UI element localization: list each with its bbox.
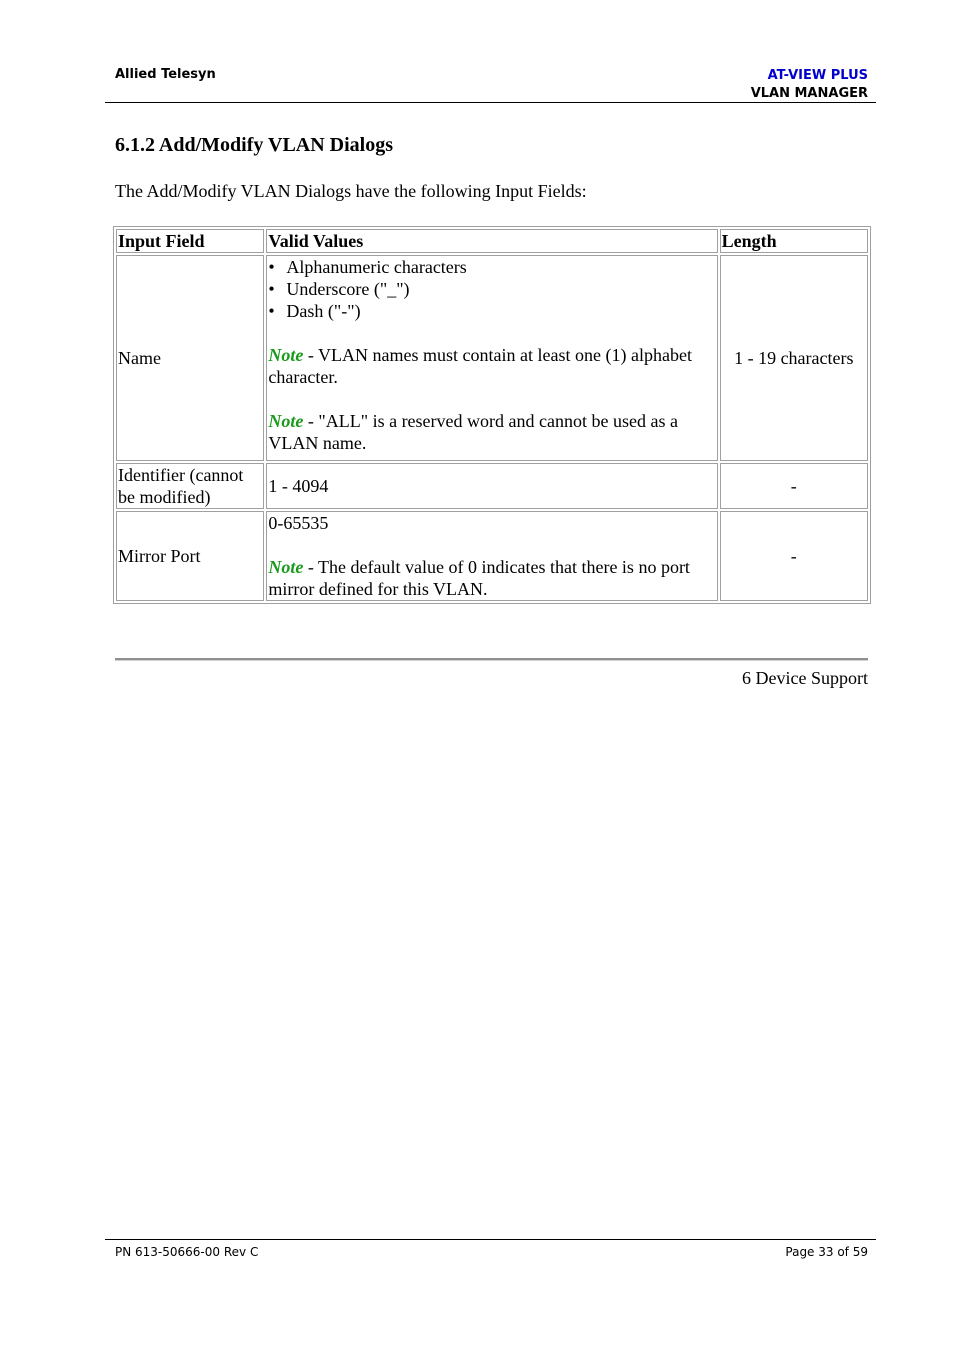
valid-values-cell: 1 - 4094 bbox=[266, 463, 717, 509]
field-name-cell: Mirror Port bbox=[116, 511, 264, 601]
part-number: PN 613-50666-00 Rev C bbox=[115, 1245, 259, 1259]
length-cell: 1 - 19 characters bbox=[720, 255, 868, 461]
table-row bbox=[116, 463, 868, 509]
bullet-icon: • bbox=[268, 301, 275, 321]
list-item: • Dash ("-") bbox=[268, 301, 361, 321]
length-cell: - bbox=[720, 511, 868, 601]
valid-values-cell bbox=[266, 255, 717, 461]
note-text: - VLAN names must contain at least one (1) alphabet character. bbox=[268, 345, 692, 387]
note-label: Note bbox=[268, 557, 304, 577]
valid-values-list bbox=[268, 256, 715, 322]
note-paragraph bbox=[268, 556, 715, 600]
header-length: Length bbox=[720, 229, 868, 253]
value-range: 0-65535 bbox=[268, 513, 329, 533]
note-label: Note bbox=[268, 411, 304, 431]
field-name-cell: Identifier (cannot be modified) bbox=[116, 463, 264, 509]
note-text: - "ALL" is a reserved word and cannot be used as a VLAN name. bbox=[268, 411, 678, 453]
list-item: • Underscore ("_") bbox=[268, 279, 410, 299]
header-input-field: Input Field bbox=[116, 229, 264, 253]
valid-values-cell bbox=[266, 511, 717, 601]
list-item: • Alphanumeric characters bbox=[268, 257, 467, 277]
page-number: Page 33 of 59 bbox=[785, 1245, 868, 1259]
note-text: - The default value of 0 indicates that there is no port mirror defined for this VLAN. bbox=[268, 557, 690, 599]
note-paragraph bbox=[268, 410, 715, 454]
product-name: AT-VIEW PLUS bbox=[767, 68, 868, 83]
company-name: Allied Telesyn bbox=[115, 67, 216, 82]
table-header-row bbox=[116, 229, 868, 253]
note-label: Note bbox=[268, 345, 304, 365]
module-name: VLAN MANAGER bbox=[750, 86, 868, 101]
bullet-icon: • bbox=[268, 279, 275, 299]
field-name-cell: Name bbox=[116, 255, 264, 461]
input-fields-table bbox=[113, 226, 871, 604]
section-intro: The Add/Modify VLAN Dialogs have the following Input Fields: bbox=[115, 181, 587, 201]
header-valid-values: Valid Values bbox=[266, 229, 717, 253]
page-footer-rule bbox=[105, 1239, 876, 1240]
note-paragraph bbox=[268, 344, 715, 388]
bullet-icon: • bbox=[268, 257, 275, 277]
section-footer: 6 Device Support bbox=[742, 668, 868, 688]
length-cell: - bbox=[720, 463, 868, 509]
table-row bbox=[116, 511, 868, 601]
table-row bbox=[116, 255, 868, 461]
section-footer-rule bbox=[115, 658, 868, 661]
header-rule bbox=[105, 102, 876, 103]
section-title: 6.1.2 Add/Modify VLAN Dialogs bbox=[115, 134, 394, 156]
header-right bbox=[751, 67, 868, 103]
